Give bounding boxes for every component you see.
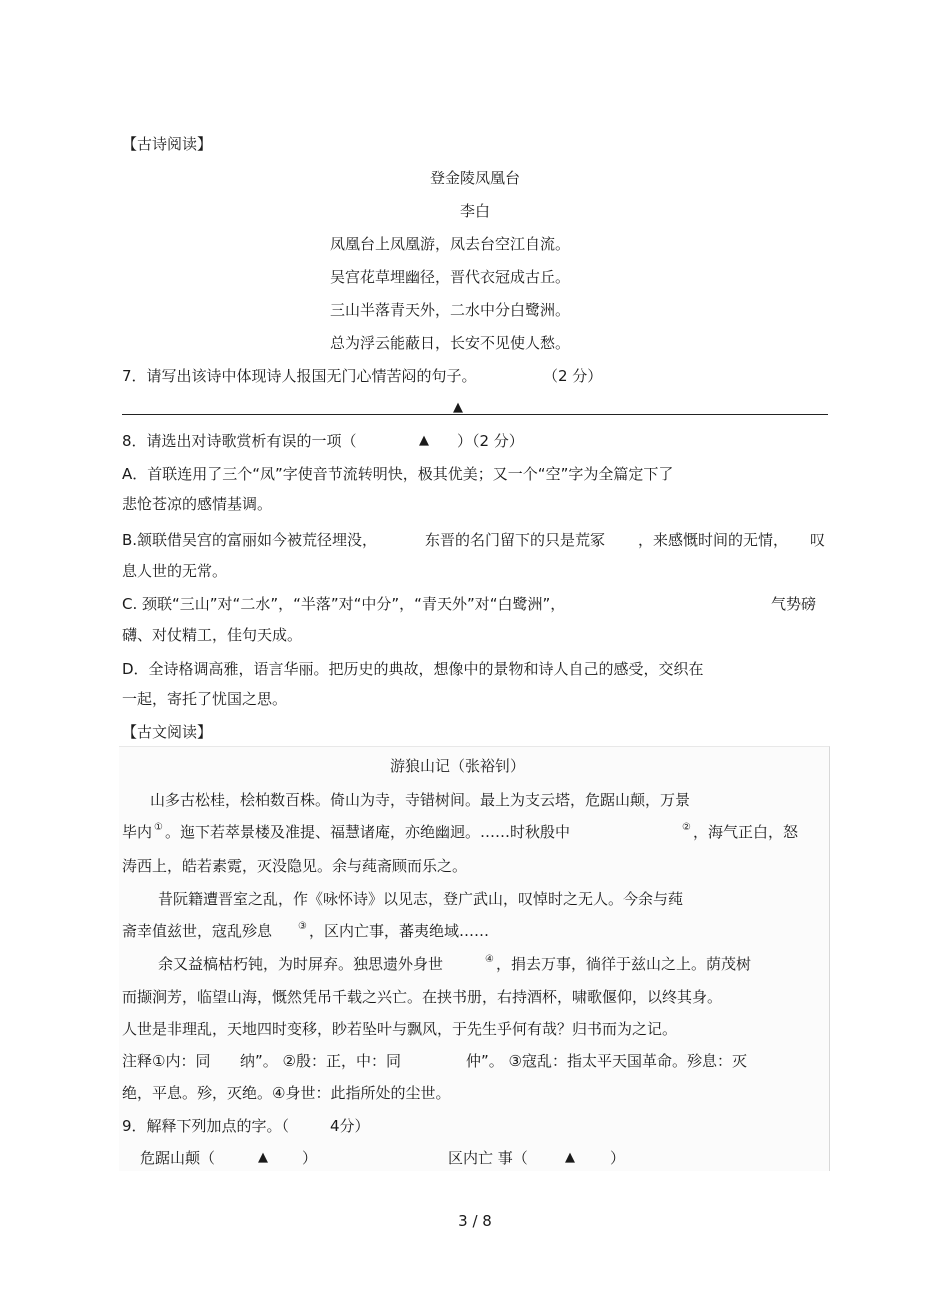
option-d-line-1: D．全诗格调高雅，语言华丽。把历史的典故，想像中的景物和诗人自己的感受，交织在: [122, 660, 704, 678]
note-marker-1: ①: [154, 822, 163, 833]
poem-section-header: 【古诗阅读】: [122, 135, 213, 153]
question-9-item-2: 区内亡 事（: [448, 1149, 528, 1167]
prose-p3-line-3: 人世是非理乱，天地四时变移，眇若坠叶与飘风，于先生乎何有哉？归书而为之记。: [122, 1020, 678, 1038]
option-b-line-1a: B.颔联借吴宫的富丽如今被荒径埋没，: [122, 531, 378, 549]
option-c-line-1b: 气势磅: [771, 595, 817, 613]
prose-p3-line-1: [158, 954, 751, 977]
prose-p1-text-a: 毕内: [122, 823, 153, 841]
option-a-line-1: A．首联连用了三个“凤”字使音节流转明快，极其优美；又一个“空”字为全篇定下了: [122, 465, 674, 483]
question-7-text: 7．请写出该诗中体现诗人报国无门心情苦闷的句子。: [122, 367, 477, 385]
notes-line-1b: 纳”。 ②殷：正，中：同: [240, 1052, 401, 1070]
question-7-score: （2 分）: [543, 367, 603, 385]
question-8-text: 8．请选出对诗歌赏析有误的一项（: [122, 432, 357, 450]
prose-p3-text-b: ，捐去万事，徜徉于兹山之上。荫茂树: [495, 955, 751, 973]
prose-p3-line-2: 而撷涧芳，临望山海，慨然凭吊千载之兴亡。在挟书册，右持酒杯，啸歌偃仰，以终其身。: [122, 988, 723, 1006]
prose-p2-line-1: 昔阮籍遭晋室之乱，作《咏怀诗》以见志，登广武山，叹悼时之无人。今余与莼: [158, 890, 684, 908]
option-b-line-1c: ，来感慨时间的无情，: [638, 531, 789, 549]
prose-p1-text-b: 。迤下若萃景楼及准提、福慧诸庵，亦绝幽迥。……时秋殷中: [164, 823, 570, 841]
poem-title: 登金陵凤凰台: [429, 169, 520, 187]
notes-line-2: 绝，平息。殄，灭绝。④身世：此指所处的尘世。: [122, 1084, 451, 1102]
page-number: 3 / 8: [458, 1212, 492, 1230]
prose-p2-text-a: 斋幸值兹世，寇乱殄息: [122, 922, 273, 940]
poem-author: 李白: [459, 202, 490, 220]
question-7-answer-mark: ▲: [453, 400, 463, 415]
question-9-score: 4分）: [330, 1117, 370, 1135]
prose-p1-line-2-end: [680, 822, 798, 845]
note-marker-2: ②: [682, 822, 691, 833]
prose-p3-text-a: 余又益槁枯朽钝，为时屏弃。独思遗外身世: [158, 955, 444, 973]
prose-p1-text-c: ，海气正白，怒: [692, 823, 798, 841]
notes-line-1c: 仲”。 ③寇乱：指太平天国革命。殄息：灭: [466, 1052, 747, 1070]
question-9-item-1-end: ）: [302, 1149, 318, 1167]
option-d-line-2: 一起，寄托了忧国之思。: [122, 690, 288, 708]
prose-p1-line-3: 涛西上，皓若素霓，灭没隐见。余与莼斋顾而乐之。: [122, 857, 468, 875]
prose-p1-line-1: 山多古松桂，桧柏数百株。倚山为寺，寺错树间。最上为支云塔，危踞山颠，万景: [150, 791, 691, 809]
notes-line-1a: 注释①内：同: [122, 1052, 211, 1070]
option-a-line-2: 悲怆苍凉的感情基调。: [122, 495, 273, 513]
prose-title: 游狼山记（张裕钊）: [390, 757, 526, 775]
option-b-line-1b: 东晋的名门留下的只是荒冢: [425, 531, 606, 549]
prose-p2-text-b: ，区内亡事，蕃夷绝域……: [308, 922, 489, 940]
poem-line-1: 凤凰台上凤凰游，凤去台空江自流。: [330, 235, 571, 253]
note-marker-3: ③: [298, 921, 307, 932]
option-c-line-2: 礴、对仗精工，佳句天成。: [122, 626, 303, 644]
question-9-item-2-mark: ▲: [565, 1150, 575, 1165]
question-9-text: 9．解释下列加点的字。（: [122, 1117, 290, 1135]
option-b-line-2: 息人世的无常。: [122, 562, 228, 580]
note-marker-4: ④: [485, 954, 494, 965]
question-9-item-2-end: ）: [610, 1149, 626, 1167]
question-9-item-1: 危踞山颠（: [140, 1149, 216, 1167]
prose-p2-line-2: [122, 921, 489, 944]
prose-section-header: 【古文阅读】: [122, 723, 213, 741]
question-8-score: ）（2 分）: [457, 432, 524, 450]
option-b-line-1d: 叹: [810, 531, 826, 549]
prose-p1-line-2: [122, 822, 570, 845]
poem-line-3: 三山半落青天外，二水中分白鹭洲。: [330, 301, 571, 319]
option-c-line-1a: C. 颈联“三山”对“二水”，“半落”对“中分”，“青天外”对“白鹭洲”，: [122, 595, 566, 613]
poem-line-4: 总为浮云能蔽日，长安不见使人愁。: [330, 334, 571, 352]
question-9-item-1-mark: ▲: [258, 1150, 268, 1165]
answer-line: [122, 414, 828, 415]
poem-line-2: 吴宫花草埋幽径，晋代衣冠成古丘。: [330, 268, 571, 286]
question-8-answer-mark: ▲: [419, 433, 429, 448]
